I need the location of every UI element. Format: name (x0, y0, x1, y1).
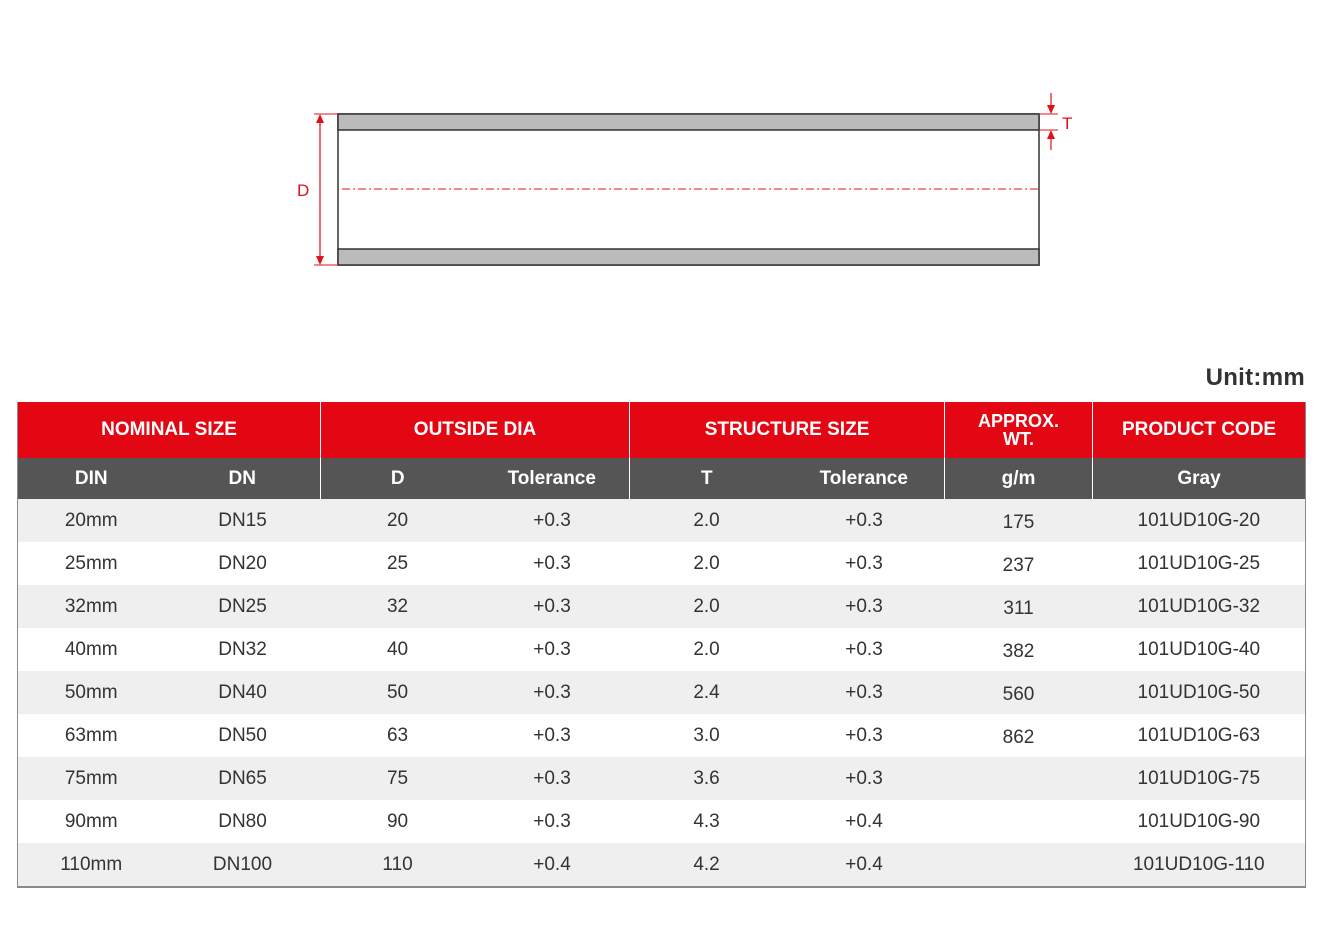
cell-dn: DN40 (165, 671, 321, 714)
cell-t-tolerance: +0.3 (784, 628, 945, 671)
table-row (18, 843, 1306, 887)
table-row (18, 757, 1306, 800)
group-nominal-size: NOMINAL SIZE (18, 402, 321, 458)
cell-d: 25 (321, 542, 475, 585)
cell-d-tolerance: +0.3 (475, 714, 630, 757)
unit-label: Unit:mm (1205, 364, 1305, 391)
cell-d: 110 (321, 843, 475, 887)
cell-d-tolerance: +0.3 (475, 628, 630, 671)
cell-dn: DN25 (165, 585, 321, 628)
cell-weight (945, 843, 1093, 887)
table-row (18, 542, 1306, 585)
cell-din: 20mm (18, 499, 165, 542)
cell-dn: DN80 (165, 800, 321, 843)
pipe-cross-section-diagram (0, 0, 1320, 330)
cell-t: 4.3 (630, 800, 784, 843)
cell-t-tolerance: +0.3 (784, 499, 945, 542)
approx-wt-line2: WT. (1003, 429, 1035, 449)
cell-weight (945, 757, 1093, 800)
col-t-tolerance: Tolerance (784, 458, 945, 499)
cell-product-code: 101UD10G-50 (1093, 671, 1306, 714)
cell-din: 50mm (18, 671, 165, 714)
cell-t: 2.0 (630, 628, 784, 671)
cell-d: 32 (321, 585, 475, 628)
cell-t-tolerance: +0.3 (784, 542, 945, 585)
d-arrow-bottom-icon (316, 256, 324, 265)
cell-t-tolerance: +0.3 (784, 671, 945, 714)
cell-d: 50 (321, 671, 475, 714)
col-weight: g/m (945, 458, 1093, 499)
cell-dn: DN15 (165, 499, 321, 542)
col-d-tolerance: Tolerance (475, 458, 630, 499)
group-structure-size: STRUCTURE SIZE (630, 402, 945, 458)
t-arrow-bottom-icon (1047, 130, 1055, 139)
table-row (18, 714, 1306, 757)
cell-d-tolerance: +0.3 (475, 585, 630, 628)
cell-din: 90mm (18, 800, 165, 843)
cell-d: 20 (321, 499, 475, 542)
cell-product-code: 101UD10G-90 (1093, 800, 1306, 843)
group-outside-dia: OUTSIDE DIA (321, 402, 630, 458)
cell-t: 2.0 (630, 542, 784, 585)
cell-t-tolerance: +0.4 (784, 800, 945, 843)
cell-d-tolerance: +0.3 (475, 499, 630, 542)
cell-d-tolerance: +0.4 (475, 843, 630, 887)
table-row (18, 671, 1306, 714)
cell-t: 4.2 (630, 843, 784, 887)
pipe-bottom-wall (338, 249, 1039, 265)
cell-weight: 237 (945, 542, 1093, 585)
cell-din: 25mm (18, 542, 165, 585)
cell-t-tolerance: +0.3 (784, 757, 945, 800)
table-row (18, 585, 1306, 628)
cell-d: 90 (321, 800, 475, 843)
cell-product-code: 101UD10G-63 (1093, 714, 1306, 757)
cell-t-tolerance: +0.3 (784, 714, 945, 757)
cell-dn: DN65 (165, 757, 321, 800)
cell-dn: DN20 (165, 542, 321, 585)
specification-table (17, 402, 1306, 888)
cell-d-tolerance: +0.3 (475, 800, 630, 843)
cell-t: 2.4 (630, 671, 784, 714)
cell-dn: DN50 (165, 714, 321, 757)
cell-t-tolerance: +0.3 (784, 585, 945, 628)
d-arrow-top-icon (316, 114, 324, 123)
table-row (18, 499, 1306, 542)
table-group-header (18, 402, 1306, 458)
cell-din: 75mm (18, 757, 165, 800)
cell-product-code: 101UD10G-40 (1093, 628, 1306, 671)
cell-weight (945, 800, 1093, 843)
cell-d: 75 (321, 757, 475, 800)
cell-t: 3.6 (630, 757, 784, 800)
pipe-top-wall (338, 114, 1039, 130)
t-dimension-label: T (1062, 114, 1073, 133)
t-arrow-top-icon (1047, 105, 1055, 114)
cell-product-code: 101UD10G-25 (1093, 542, 1306, 585)
cell-d: 63 (321, 714, 475, 757)
col-dn: DN (165, 458, 321, 499)
cell-weight: 862 (945, 714, 1093, 757)
table-sub-header (18, 458, 1306, 499)
col-din: DIN (18, 458, 165, 499)
group-approx-wt (945, 402, 1093, 458)
col-product-code: Gray (1093, 458, 1306, 499)
cell-t: 2.0 (630, 585, 784, 628)
col-t: T (630, 458, 784, 499)
approx-wt-line1: APPROX. (978, 411, 1060, 431)
cell-din: 63mm (18, 714, 165, 757)
cell-weight: 311 (945, 585, 1093, 628)
cell-product-code: 101UD10G-75 (1093, 757, 1306, 800)
cell-t: 2.0 (630, 499, 784, 542)
cell-din: 32mm (18, 585, 165, 628)
cell-d-tolerance: +0.3 (475, 757, 630, 800)
cell-weight: 175 (945, 499, 1093, 542)
cell-product-code: 101UD10G-32 (1093, 585, 1306, 628)
table-row (18, 800, 1306, 843)
cell-d-tolerance: +0.3 (475, 542, 630, 585)
col-d: D (321, 458, 475, 499)
cell-product-code: 101UD10G-20 (1093, 499, 1306, 542)
cell-t: 3.0 (630, 714, 784, 757)
d-dimension-label: D (297, 181, 310, 200)
cell-weight: 560 (945, 671, 1093, 714)
cell-din: 40mm (18, 628, 165, 671)
cell-din: 110mm (18, 843, 165, 887)
cell-dn: DN32 (165, 628, 321, 671)
cell-weight: 382 (945, 628, 1093, 671)
cell-product-code: 101UD10G-110 (1093, 843, 1306, 887)
cell-d-tolerance: +0.3 (475, 671, 630, 714)
cell-dn: DN100 (165, 843, 321, 887)
table-row (18, 628, 1306, 671)
group-product-code: PRODUCT CODE (1093, 402, 1306, 458)
cell-d: 40 (321, 628, 475, 671)
cell-t-tolerance: +0.4 (784, 843, 945, 887)
